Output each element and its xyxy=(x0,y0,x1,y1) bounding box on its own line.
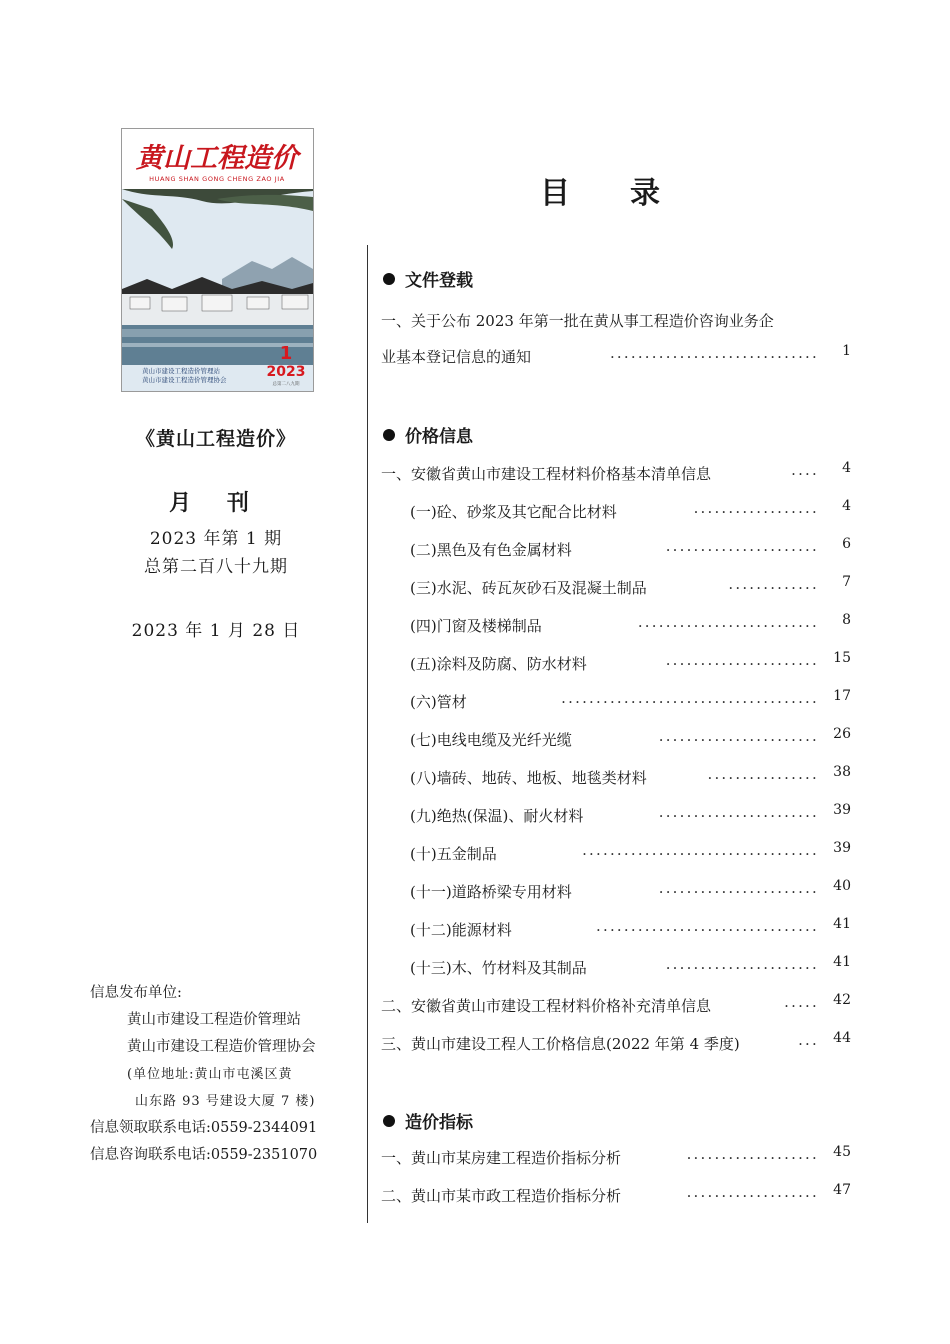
toc-entry[interactable] xyxy=(410,538,851,562)
dot-leader: ······················ xyxy=(665,655,819,673)
column-divider xyxy=(367,245,368,1223)
toc-entry-text: (五)涂料及防腐、防水材料 xyxy=(410,655,587,673)
toc-entry-text: (十二)能源材料 xyxy=(410,921,512,939)
publisher-info xyxy=(90,980,365,1169)
cover-title-art: 黄山工程造价 xyxy=(136,143,298,174)
dot-leader: ··· xyxy=(798,1035,819,1053)
toc-page-number: 26 xyxy=(833,726,851,742)
toc-entry[interactable] xyxy=(381,462,851,486)
publisher-address-line-1: (单位地址:黄山市屯溪区黄 xyxy=(127,1067,293,1082)
dot-leader: ···· xyxy=(791,465,819,483)
dot-leader: ··················· xyxy=(686,1149,819,1167)
publication-date: 2023 年 1 月 28 日 xyxy=(131,621,301,641)
total-issue-number: 总第二百八十九期 xyxy=(144,557,288,577)
toc-page-number: 7 xyxy=(842,574,851,590)
toc-entry[interactable] xyxy=(410,880,851,904)
phone-consult: 信息咨询联系电话:0559-2351070 xyxy=(90,1147,318,1163)
publisher-address-line-2: 山东路 93 号建设大厦 7 楼) xyxy=(135,1094,316,1109)
toc-entry[interactable] xyxy=(410,766,851,790)
section-heading-documents: 文件登载 xyxy=(383,266,473,291)
toc-entry-text: (四)门窗及楼梯制品 xyxy=(410,617,542,635)
dot-leader: ············· xyxy=(728,579,819,597)
toc-entry-text: (十一)道路桥梁专用材料 xyxy=(410,883,572,901)
toc-page-number: 15 xyxy=(833,650,851,666)
toc-entry-text: (八)墙砖、地砖、地板、地毯类材料 xyxy=(410,769,647,787)
toc-page-number: 45 xyxy=(833,1144,851,1160)
toc-entry[interactable] xyxy=(410,842,851,866)
cover-publisher-1: 黄山市建设工程造价管理站 xyxy=(142,367,220,375)
toc-entry[interactable] xyxy=(381,1184,851,1208)
toc-entry[interactable] xyxy=(410,918,851,942)
toc-page-number: 8 xyxy=(842,612,851,628)
toc-page-number: 40 xyxy=(833,878,851,894)
toc-entry[interactable] xyxy=(410,690,851,714)
cover-total-issue: 总第二八九期 xyxy=(272,382,300,387)
magazine-title: 《黄山工程造价》 xyxy=(135,428,296,450)
toc-entry-text: (三)水泥、砖瓦灰砂石及混凝土制品 xyxy=(410,579,647,597)
toc-page-number: 44 xyxy=(833,1030,851,1046)
toc-entry-text: 一、关于公布 2023 年第一批在黄从事工程造价咨询业务企 xyxy=(381,312,774,330)
toc-entry-text: 二、安徽省黄山市建设工程材料价格补充清单信息 xyxy=(381,997,712,1015)
toc-entry-text: (十)五金制品 xyxy=(410,845,497,863)
publication-frequency: 月 刊 xyxy=(169,490,263,516)
toc-entry[interactable] xyxy=(410,614,851,638)
toc-entry-text: 业基本登记信息的通知 xyxy=(381,348,532,366)
toc-page-number: 38 xyxy=(833,764,851,780)
toc-entry-text: (一)砼、砂浆及其它配合比材料 xyxy=(410,503,617,521)
dot-leader: ······················· xyxy=(658,807,819,825)
dot-leader: ·················· xyxy=(693,503,819,521)
toc-entry-text: 一、安徽省黄山市建设工程材料价格基本清单信息 xyxy=(381,465,712,483)
section-heading-cost-index: 造价指标 xyxy=(383,1108,473,1133)
toc-title: 目录 xyxy=(540,176,720,211)
bullet-icon xyxy=(383,1115,395,1127)
toc-page-number: 41 xyxy=(833,954,851,970)
toc-page-number: 17 xyxy=(833,688,851,704)
bullet-icon xyxy=(383,273,395,285)
toc-page-number: 39 xyxy=(833,802,851,818)
toc-page-number: 42 xyxy=(833,992,851,1008)
toc-entry[interactable] xyxy=(410,728,851,752)
toc-entry-text: 一、黄山市某房建工程造价指标分析 xyxy=(381,1149,622,1167)
dot-leader: ·································· xyxy=(582,845,819,863)
cover-issue-number: 1 xyxy=(279,343,293,364)
toc-entry[interactable] xyxy=(410,576,851,600)
cover-publisher-2: 黄山市建设工程造价管理协会 xyxy=(142,376,227,384)
issue-number: 2023 年第 1 期 xyxy=(149,529,283,549)
publisher-org-2: 黄山市建设工程造价管理协会 xyxy=(127,1039,316,1055)
toc-page-number: 39 xyxy=(833,840,851,856)
toc-entry-text: (七)电线电缆及光纤光缆 xyxy=(410,731,572,749)
cover-year: 2023 xyxy=(266,364,306,380)
toc-entry[interactable] xyxy=(410,956,851,980)
bullet-icon xyxy=(383,429,395,441)
dot-leader: ······························ xyxy=(609,348,819,366)
dot-leader: ····· xyxy=(784,997,819,1015)
toc-entry-text: (十三)木、竹材料及其制品 xyxy=(410,959,587,977)
magazine-cover-image xyxy=(121,128,314,392)
toc-entry-text: 二、黄山市某市政工程造价指标分析 xyxy=(381,1187,622,1205)
toc-entry-text: (九)绝热(保温)、耐火材料 xyxy=(410,807,584,825)
toc-entry-text: 三、黄山市建设工程人工价格信息(2022 年第 4 季度) xyxy=(381,1035,740,1053)
cover-pinyin: HUANG SHAN GONG CHENG ZAO JIA xyxy=(149,175,285,183)
toc-entry[interactable] xyxy=(381,1032,851,1056)
toc-page-number: 4 xyxy=(842,498,851,514)
toc-entry[interactable] xyxy=(381,345,851,369)
toc-page-number: 1 xyxy=(842,343,851,359)
toc-entry[interactable] xyxy=(410,652,851,676)
publisher-org-1: 黄山市建设工程造价管理站 xyxy=(127,1012,301,1028)
dot-leader: ··················· xyxy=(686,1187,819,1205)
toc-entry[interactable] xyxy=(381,994,851,1018)
dot-leader: ······················· xyxy=(658,731,819,749)
toc-entry[interactable] xyxy=(410,500,851,524)
toc-page-number: 6 xyxy=(842,536,851,552)
dot-leader: ································ xyxy=(596,921,819,939)
toc-page-number: 47 xyxy=(833,1182,851,1198)
phone-collect: 信息领取联系电话:0559-2344091 xyxy=(90,1120,318,1136)
toc-entry[interactable] xyxy=(381,1146,851,1170)
toc-page-number: 41 xyxy=(833,916,851,932)
toc-page-number: 4 xyxy=(842,460,851,476)
toc-entry[interactable] xyxy=(410,804,851,828)
dot-leader: ······················· xyxy=(658,883,819,901)
section-heading-price-info: 价格信息 xyxy=(383,422,473,447)
dot-leader: ····································· xyxy=(561,693,819,711)
toc-entry-text: (二)黑色及有色金属材料 xyxy=(410,541,572,559)
dot-leader: ······················ xyxy=(665,959,819,977)
dot-leader: ······················ xyxy=(665,541,819,559)
dot-leader: ················ xyxy=(707,769,819,787)
publisher-label: 信息发布单位: xyxy=(90,985,182,1001)
dot-leader: ·························· xyxy=(637,617,819,635)
toc-entry-text: (六)管材 xyxy=(410,693,467,711)
